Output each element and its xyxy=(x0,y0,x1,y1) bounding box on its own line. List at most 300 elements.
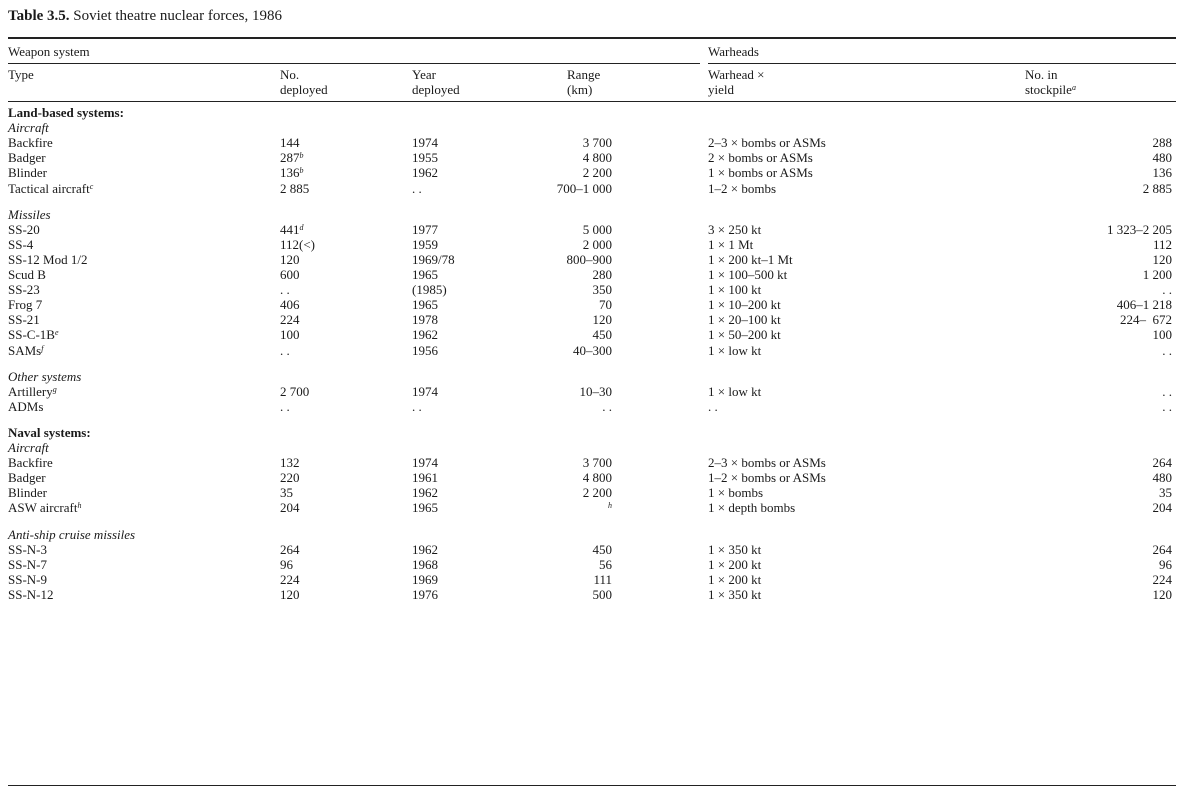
cell-range-text: 800–900 xyxy=(566,251,612,267)
cell-warhead xyxy=(708,252,793,267)
cell-stockpile xyxy=(1162,282,1172,297)
cell-range-text: 350 xyxy=(592,282,612,298)
group-header-warheads: Warheads xyxy=(708,44,759,59)
top-rule xyxy=(8,37,1176,39)
cell-year-text: 1965 xyxy=(412,267,438,282)
cell-type-text: SAMs xyxy=(8,342,42,358)
cell-type-text: SS-4 xyxy=(8,236,34,252)
cell-deployed-text: 120 xyxy=(280,251,300,267)
cell-stockpile xyxy=(1153,150,1173,165)
cell-deployed-text: 441 xyxy=(280,221,300,237)
cell-stockpile xyxy=(1143,181,1172,196)
cell-year xyxy=(412,542,438,557)
cell-deployed xyxy=(280,399,290,414)
cell-stockpile xyxy=(1153,327,1173,342)
cell-deployed-text: 96 xyxy=(280,556,293,572)
cell-deployed-text: . . xyxy=(280,282,290,298)
table-row xyxy=(0,327,1184,342)
cell-year-text: 1974 xyxy=(412,455,438,471)
cell-warhead-text: 1–2 × bombs or ASMs xyxy=(708,470,826,486)
cell-warhead-text: 1 × 1 Mt xyxy=(708,236,754,252)
cell-type xyxy=(8,297,42,312)
cell-deployed xyxy=(280,150,304,165)
cell-type-text: SS-23 xyxy=(8,282,40,298)
cell-range xyxy=(593,312,613,327)
cell-warhead xyxy=(708,485,763,500)
cell-deployed xyxy=(280,485,293,500)
cell-deployed xyxy=(280,237,315,252)
cell-stockpile xyxy=(1153,165,1173,180)
cell-stockpile-text: . . xyxy=(1162,383,1172,399)
cell-type xyxy=(8,150,46,165)
cell-type xyxy=(8,237,33,252)
cell-deployed-text: 224 xyxy=(280,571,300,587)
cell-warhead xyxy=(708,282,761,297)
cell-deployed-text: 100 xyxy=(280,327,300,343)
cell-type-text: SS-N-12 xyxy=(8,586,54,602)
cell-type-text: SS-N-3 xyxy=(8,541,48,557)
cell-warhead xyxy=(708,455,826,470)
cell-warhead xyxy=(708,267,787,282)
cell-stockpile xyxy=(1153,500,1173,515)
cell-stockpile-text: 100 xyxy=(1152,327,1172,343)
cell-stockpile-text: 264 xyxy=(1152,455,1172,471)
cell-year-text: 1962 xyxy=(412,165,438,181)
cell-type xyxy=(8,181,93,196)
table-row xyxy=(0,297,1184,312)
cell-stockpile xyxy=(1153,135,1173,150)
group-heading xyxy=(0,120,1184,135)
cell-warhead xyxy=(708,181,776,196)
cell-warhead-text: 1 × depth bombs xyxy=(708,500,796,516)
cell-warhead xyxy=(708,237,753,252)
cell-range-text: 2 200 xyxy=(582,165,612,181)
cell-year-text: 1961 xyxy=(412,470,438,486)
cell-warhead-text: 1 × 20–100 kt xyxy=(708,312,781,328)
col-header-year-deployed: Year deployed xyxy=(412,67,460,97)
cell-warhead-text: 1 × low kt xyxy=(708,383,762,399)
cell-year-text: 1962 xyxy=(412,327,438,343)
cell-warhead xyxy=(708,222,761,237)
cell-deployed xyxy=(280,542,300,557)
cell-range xyxy=(599,297,612,312)
cell-range xyxy=(567,252,613,267)
cell-type xyxy=(8,327,59,342)
cell-range xyxy=(583,150,612,165)
cell-year xyxy=(412,297,438,312)
cell-stockpile-text: 136 xyxy=(1152,165,1172,181)
cell-warhead xyxy=(708,542,761,557)
cell-deployed-text: 600 xyxy=(280,267,300,282)
table-row xyxy=(0,500,1184,515)
cell-stockpile-text: 1 323–2 205 xyxy=(1107,221,1172,237)
cell-deployed-text: 136 xyxy=(280,165,300,181)
group-label: Missiles xyxy=(8,206,51,222)
cell-year xyxy=(412,572,438,587)
cell-warhead-text: 3 × 250 kt xyxy=(708,221,762,237)
cell-type xyxy=(8,252,87,267)
table-row xyxy=(0,485,1184,500)
cell-year-text: 1974 xyxy=(412,135,438,151)
cell-stockpile-text: 120 xyxy=(1152,586,1172,602)
cell-type xyxy=(8,343,43,358)
cell-type-text: Badger xyxy=(8,470,46,486)
group-label: Other systems xyxy=(8,368,82,384)
cell-type xyxy=(8,384,57,399)
table-row xyxy=(0,312,1184,327)
cell-deployed xyxy=(280,252,300,267)
cell-type xyxy=(8,312,40,327)
table-row xyxy=(0,237,1184,252)
table-caption xyxy=(8,8,282,25)
cell-range xyxy=(583,222,612,237)
cell-range xyxy=(583,455,612,470)
cell-deployed-text: 220 xyxy=(280,470,300,486)
cell-stockpile-text: . . xyxy=(1162,398,1172,414)
cell-type-text: Tactical aircraft xyxy=(8,180,90,196)
cell-stockpile-text: 224 xyxy=(1152,571,1172,587)
cell-range-text: 2 200 xyxy=(582,485,612,501)
cell-year xyxy=(412,485,438,500)
cell-type xyxy=(8,135,53,150)
cell-warhead-text: 1 × 200 kt–1 Mt xyxy=(708,251,793,267)
cell-deployed xyxy=(280,312,300,327)
col-header-stockpile-text: No. in stockpile xyxy=(1025,67,1072,97)
footnote-marker: e xyxy=(54,328,59,338)
group-label: Anti-ship cruise missiles xyxy=(8,526,136,542)
footnote-marker: g xyxy=(52,384,57,394)
cell-deployed xyxy=(280,165,304,180)
cell-warhead-text: 2 × bombs or ASMs xyxy=(708,150,813,166)
cell-warhead xyxy=(708,312,781,327)
cell-deployed xyxy=(280,470,300,485)
cell-range-text: 40–300 xyxy=(573,342,612,358)
cell-deployed xyxy=(280,343,290,358)
cell-warhead xyxy=(708,297,781,312)
cell-stockpile-text: 480 xyxy=(1152,150,1172,166)
col-header-range: Range (km) xyxy=(567,67,601,97)
cell-stockpile xyxy=(1162,384,1172,399)
cell-type xyxy=(8,572,47,587)
cell-type xyxy=(8,165,47,180)
cell-range xyxy=(583,237,612,252)
cell-range xyxy=(593,572,612,587)
cell-warhead xyxy=(708,587,761,602)
table-row xyxy=(0,557,1184,572)
cell-type-text: SS-12 Mod 1/2 xyxy=(8,251,88,267)
cell-year xyxy=(412,343,438,358)
cell-deployed-text: 264 xyxy=(280,541,300,557)
group-rule-warheads xyxy=(708,63,1176,64)
footnote-marker: h xyxy=(608,501,612,511)
cell-year xyxy=(412,384,438,399)
cell-stockpile xyxy=(1153,470,1173,485)
cell-type-text: SS-N-9 xyxy=(8,571,48,587)
cell-year-text: (1985) xyxy=(412,282,447,298)
cell-year-text: 1978 xyxy=(412,312,438,328)
cell-type xyxy=(8,557,47,572)
cell-warhead-text: 1 × 10–200 kt xyxy=(708,297,781,313)
cell-type xyxy=(8,222,40,237)
bottom-rule xyxy=(8,785,1176,786)
cell-warhead xyxy=(708,557,761,572)
cell-warhead xyxy=(708,165,813,180)
cell-range-text: 700–1 000 xyxy=(556,180,612,196)
cell-warhead-text: 1–2 × bombs xyxy=(708,180,777,196)
header-rule xyxy=(8,101,1176,102)
cell-stockpile xyxy=(1153,252,1173,267)
table-row xyxy=(0,222,1184,237)
table-row xyxy=(0,343,1184,358)
cell-year-text: 1965 xyxy=(412,297,438,313)
cell-stockpile-text: 120 xyxy=(1152,251,1172,267)
cell-range-text: . . xyxy=(602,398,612,414)
table-row xyxy=(0,282,1184,297)
cell-range-text: 500 xyxy=(592,586,612,602)
cell-stockpile-text: 224– 672 xyxy=(1120,312,1172,328)
cell-range-text: 4 800 xyxy=(582,470,612,486)
cell-range xyxy=(599,557,612,572)
cell-warhead-text: 1 × bombs or ASMs xyxy=(708,165,813,181)
table-row xyxy=(0,542,1184,557)
cell-stockpile-text: 2 885 xyxy=(1142,180,1172,196)
cell-year xyxy=(412,181,422,196)
cell-range-text: 450 xyxy=(592,327,612,343)
footnote-marker: b xyxy=(299,166,304,176)
footnote-marker: b xyxy=(299,151,304,161)
cell-type xyxy=(8,282,40,297)
cell-year xyxy=(412,557,438,572)
cell-stockpile xyxy=(1159,557,1172,572)
cell-range-text: 120 xyxy=(592,312,612,328)
cell-range-text: 450 xyxy=(592,541,612,557)
cell-range xyxy=(583,485,612,500)
col-header-warhead-yield: Warhead × yield xyxy=(708,67,765,97)
cell-range xyxy=(593,267,613,282)
cell-stockpile-text: 264 xyxy=(1152,541,1172,557)
cell-range-text: 111 xyxy=(593,571,612,587)
cell-year xyxy=(412,500,438,515)
table-row xyxy=(0,165,1184,180)
cell-stockpile xyxy=(1153,572,1173,587)
cell-range-text: 10–30 xyxy=(579,383,612,399)
cell-range-text: 3 700 xyxy=(582,135,612,151)
cell-range xyxy=(593,587,613,602)
cell-type-text: Badger xyxy=(8,150,46,166)
cell-year xyxy=(412,455,438,470)
cell-stockpile xyxy=(1153,542,1173,557)
cell-stockpile xyxy=(1153,455,1173,470)
cell-range xyxy=(593,282,613,297)
footnote-marker: d xyxy=(299,222,304,232)
cell-stockpile-text: . . xyxy=(1162,342,1172,358)
cell-range xyxy=(583,135,612,150)
cell-type-text: Artillery xyxy=(8,383,53,399)
cell-deployed-text: 204 xyxy=(280,500,300,516)
cell-deployed-text: 2 700 xyxy=(280,383,310,399)
cell-deployed xyxy=(280,297,300,312)
cell-warhead-text: 1 × 100–500 kt xyxy=(708,267,788,282)
cell-deployed-text: . . xyxy=(280,398,290,414)
table-row xyxy=(0,135,1184,150)
group-rule-weapon-system xyxy=(8,63,700,64)
cell-year xyxy=(412,267,438,282)
cell-warhead xyxy=(708,135,826,150)
cell-range xyxy=(557,181,612,196)
section-label: Land-based systems: xyxy=(8,105,124,120)
cell-stockpile xyxy=(1159,485,1172,500)
table-title: Soviet theatre nuclear forces, 1986 xyxy=(73,8,282,24)
section-label: Naval systems: xyxy=(8,424,91,440)
cell-deployed xyxy=(280,135,300,150)
cell-deployed xyxy=(280,222,304,237)
cell-year xyxy=(412,312,438,327)
group-header-weapon-system: Weapon system xyxy=(8,44,90,59)
cell-type-text: ASW aircraft xyxy=(8,500,78,516)
cell-warhead-text: 1 × 200 kt xyxy=(708,556,762,572)
section-heading xyxy=(0,425,1184,440)
cell-year-text: 1976 xyxy=(412,586,438,602)
cell-year xyxy=(412,150,438,165)
cell-stockpile-text: 35 xyxy=(1159,485,1172,501)
cell-deployed xyxy=(280,181,309,196)
cell-stockpile-text: 96 xyxy=(1159,556,1172,572)
cell-warhead xyxy=(708,343,761,358)
cell-deployed-text: 2 885 xyxy=(280,180,310,196)
cell-year-text: 1969 xyxy=(412,571,438,587)
cell-year xyxy=(412,135,438,150)
cell-warhead xyxy=(708,500,795,515)
cell-range xyxy=(608,500,612,515)
cell-warhead-text: 1 × 50–200 kt xyxy=(708,327,781,343)
cell-deployed-text: . . xyxy=(280,342,290,358)
cell-year-text: . . xyxy=(412,398,422,414)
cell-deployed-text: 35 xyxy=(280,485,293,501)
cell-warhead-text: 1 × low kt xyxy=(708,342,762,358)
cell-range-text: 5 000 xyxy=(582,221,612,237)
cell-type-text: Frog 7 xyxy=(8,297,43,313)
group-label: Aircraft xyxy=(8,440,49,455)
cell-type xyxy=(8,485,47,500)
cell-stockpile xyxy=(1153,587,1173,602)
cell-year xyxy=(412,222,438,237)
cell-stockpile-text: 480 xyxy=(1152,470,1172,486)
cell-deployed-text: 132 xyxy=(280,455,300,471)
cell-year-text: 1956 xyxy=(412,342,438,358)
cell-range-text: 2 000 xyxy=(582,236,612,252)
cell-year xyxy=(412,252,455,267)
table-row xyxy=(0,470,1184,485)
cell-type-text: SS-21 xyxy=(8,312,40,328)
table-row xyxy=(0,572,1184,587)
table-number: Table 3.5. xyxy=(8,8,70,24)
section-heading xyxy=(0,105,1184,120)
cell-deployed xyxy=(280,572,300,587)
cell-year xyxy=(412,282,447,297)
cell-deployed xyxy=(280,500,300,515)
cell-stockpile xyxy=(1162,399,1172,414)
cell-type-text: Scud B xyxy=(8,267,46,282)
group-heading xyxy=(0,440,1184,455)
cell-warhead-text: 2–3 × bombs or ASMs xyxy=(708,135,826,151)
cell-year-text: 1955 xyxy=(412,150,438,166)
col-header-stockpile xyxy=(1025,67,1076,97)
cell-warhead xyxy=(708,150,813,165)
footnote-marker: c xyxy=(89,181,94,191)
cell-range xyxy=(583,470,612,485)
cell-type-text: SS-C-1B xyxy=(8,327,55,343)
cell-stockpile-text: 112 xyxy=(1152,236,1172,252)
cell-type xyxy=(8,470,46,485)
cell-stockpile-text: 1 200 xyxy=(1142,267,1172,282)
footnote-marker: h xyxy=(77,501,82,511)
cell-type-text: Backfire xyxy=(8,135,53,151)
cell-range-text: 4 800 xyxy=(582,150,612,166)
cell-type xyxy=(8,399,43,414)
cell-type xyxy=(8,542,47,557)
cell-stockpile xyxy=(1107,222,1172,237)
cell-year xyxy=(412,399,422,414)
footnote-marker: f xyxy=(41,343,44,353)
cell-range xyxy=(583,165,612,180)
cell-warhead-text: . . xyxy=(708,398,718,414)
cell-stockpile-text: 406–1 218 xyxy=(1116,297,1172,313)
table-row xyxy=(0,150,1184,165)
cell-range xyxy=(580,384,613,399)
cell-deployed xyxy=(280,455,300,470)
cell-warhead xyxy=(708,327,781,342)
cell-year xyxy=(412,237,438,252)
cell-type-text: Blinder xyxy=(8,165,47,181)
cell-type xyxy=(8,455,53,470)
cell-year-text: 1974 xyxy=(412,383,438,399)
cell-year xyxy=(412,587,438,602)
cell-warhead-text: 1 × 350 kt xyxy=(708,586,762,602)
col-header-no-deployed: No. deployed xyxy=(280,67,328,97)
cell-year-text: 1977 xyxy=(412,221,438,237)
cell-deployed-text: 144 xyxy=(280,135,300,151)
table-row xyxy=(0,587,1184,602)
cell-deployed xyxy=(280,557,293,572)
cell-deployed xyxy=(280,327,300,342)
cell-deployed xyxy=(280,267,300,282)
cell-warhead-text: 1 × 100 kt xyxy=(708,282,762,298)
table-row xyxy=(0,181,1184,196)
cell-year-text: 1965 xyxy=(412,500,438,516)
cell-range xyxy=(593,542,613,557)
cell-type xyxy=(8,587,54,602)
cell-year-text: 1968 xyxy=(412,556,438,572)
cell-stockpile xyxy=(1120,312,1172,327)
cell-warhead-text: 1 × bombs xyxy=(708,485,764,501)
cell-year xyxy=(412,327,438,342)
group-heading xyxy=(0,527,1184,542)
cell-deployed-text: 224 xyxy=(280,312,300,328)
group-heading xyxy=(0,369,1184,384)
footnote-marker: a xyxy=(1071,83,1076,92)
cell-deployed xyxy=(280,384,309,399)
cell-stockpile-text: . . xyxy=(1162,282,1172,298)
cell-warhead-text: 2–3 × bombs or ASMs xyxy=(708,455,826,471)
cell-range xyxy=(602,399,612,414)
table-row xyxy=(0,455,1184,470)
cell-warhead-text: 1 × 350 kt xyxy=(708,541,762,557)
table-row xyxy=(0,252,1184,267)
cell-warhead xyxy=(708,399,718,414)
cell-range-text: 56 xyxy=(599,556,612,572)
cell-year xyxy=(412,165,438,180)
cell-warhead xyxy=(708,384,761,399)
